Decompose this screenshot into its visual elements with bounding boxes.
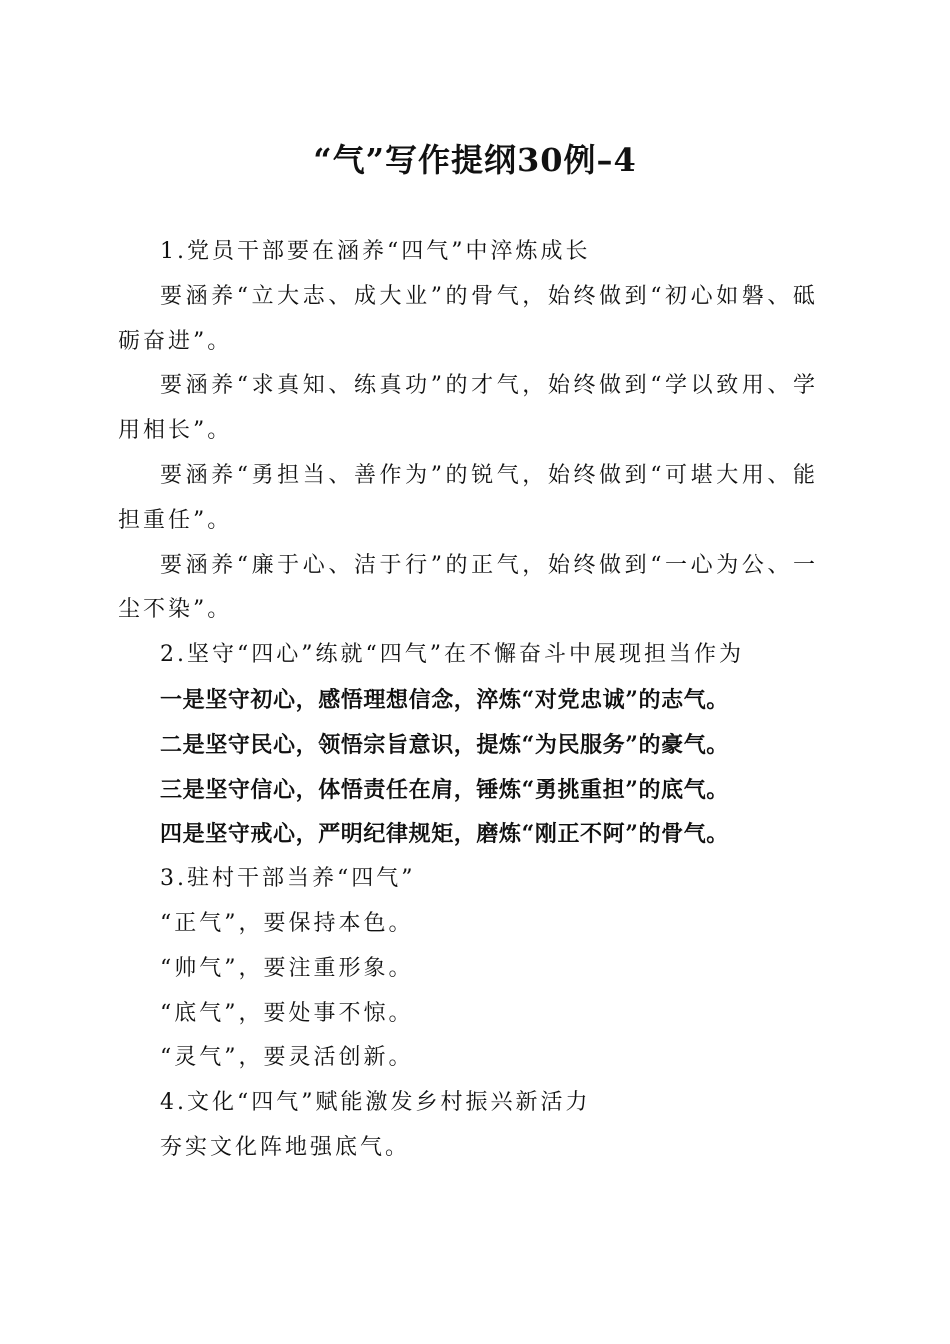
paragraph: 要涵养“立大志、成大业”的骨气，始终做到“初心如磐、砥砺奋进”。 <box>118 283 818 354</box>
paragraph: “帅气”，要注重形象。 <box>160 955 414 981</box>
paragraph: 要涵养“求真知、练真功”的才气，始终做到“学以致用、学用相长”。 <box>118 373 818 444</box>
section-heading-1: 1.党员干部要在涵养“四气”中淬炼成长 <box>160 239 591 264</box>
section-heading-3: 3.驻村干部当养“四气” <box>160 866 416 892</box>
section-heading-4: 4.文化“四气”赋能激发乡村振兴新活力 <box>160 1090 591 1116</box>
document-title: “气”写作提纲30例–4 <box>313 141 637 179</box>
paragraph: 要涵养“廉于心、洁于行”的正气，始终做到“一心为公、一尘不染”。 <box>118 552 818 623</box>
bold-point: 三是坚守信心，体悟责任在肩，锤炼“勇挑重担”的底气。 <box>160 776 729 803</box>
paragraph: “正气”，要保持本色。 <box>160 910 414 936</box>
section-heading-2: 2.坚守“四心”练就“四气”在不懈奋斗中展现担当作为 <box>160 642 744 668</box>
bold-point: 二是坚守民心，领悟宗旨意识，提炼“为民服务”的豪气。 <box>160 731 729 758</box>
paragraph: 要涵养“勇担当、善作为”的锐气，始终做到“可堪大用、能担重任”。 <box>118 462 818 533</box>
bold-point: 一是坚守初心，感悟理想信念，淬炼“对党忠诚”的志气。 <box>160 686 729 713</box>
paragraph: “灵气”，要灵活创新。 <box>160 1045 414 1071</box>
paragraph: 夯实文化阵地强底气。 <box>160 1134 411 1160</box>
paragraph: “底气”，要处事不惊。 <box>160 1000 414 1026</box>
bold-point: 四是坚守戒心，严明纪律规矩，磨炼“刚正不阿”的骨气。 <box>160 821 729 848</box>
document-body <box>118 230 818 1171</box>
